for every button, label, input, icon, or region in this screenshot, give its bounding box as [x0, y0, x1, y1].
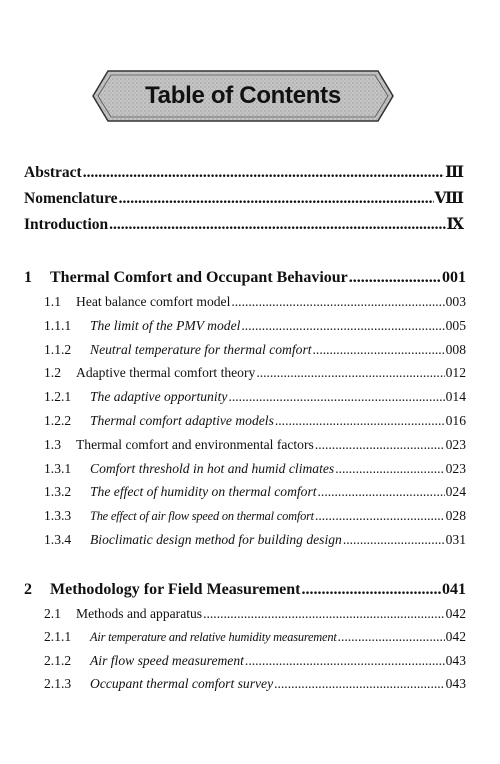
entry-page-number: 031	[445, 532, 466, 547]
toc-entry-section[interactable]	[44, 532, 466, 548]
dot-leader	[349, 269, 441, 287]
toc-entry-front-matter[interactable]	[24, 214, 464, 234]
section-number: 1.3	[44, 436, 61, 452]
entry-page-number: 001	[442, 269, 466, 286]
toc-entry-section[interactable]	[44, 484, 466, 500]
dot-leader	[315, 508, 445, 524]
section-title: Methods and apparatus	[76, 606, 203, 621]
section-number: 2.1.3	[44, 676, 72, 692]
entry-page-number: Ⅲ	[445, 164, 464, 181]
dot-leader	[343, 532, 445, 548]
entry-title: Introduction	[24, 216, 109, 233]
dot-leader	[119, 190, 434, 208]
page-title: Table of Contents	[145, 82, 341, 109]
entry-page-number: 023	[445, 436, 466, 452]
chapter-number: 1	[24, 269, 32, 286]
toc-entry-section[interactable]	[44, 606, 466, 622]
section-title: Adaptive thermal comfort theory	[76, 365, 256, 381]
entry-page-number: 042	[445, 629, 466, 645]
dot-leader	[274, 676, 445, 692]
dot-leader	[231, 294, 444, 310]
toc-entry-section[interactable]	[44, 508, 466, 524]
entry-page-number: 043	[445, 652, 466, 668]
section-title: Thermal comfort adaptive models	[90, 413, 274, 428]
section-number: 1.2	[44, 365, 61, 381]
toc-entry-section[interactable]	[44, 653, 466, 669]
toc-entry-section[interactable]	[44, 318, 466, 334]
section-number: 1.2.2	[44, 413, 72, 428]
entry-page-number: Ⅸ	[446, 216, 464, 233]
entry-page-number: 003	[445, 294, 466, 309]
toc-entry-section[interactable]	[44, 342, 466, 358]
dot-leader	[275, 413, 445, 429]
entry-title: Nomenclature	[24, 190, 118, 207]
entry-page-number: Ⅷ	[434, 190, 464, 207]
entry-page-number: 042	[445, 606, 466, 621]
section-title: Neutral temperature for thermal comfort	[90, 341, 312, 357]
section-title: Heat balance comfort model	[76, 294, 231, 309]
entry-page-number: 023	[445, 460, 466, 476]
section-number: 1.3.4	[44, 532, 72, 547]
section-number: 2.1	[44, 606, 61, 621]
dot-leader	[241, 318, 444, 334]
section-title: The effect of humidity on thermal comfort	[90, 484, 317, 500]
section-title: Comfort threshold in hot and humid climates	[90, 460, 335, 476]
section-title: Bioclimatic design method for building design	[90, 532, 342, 547]
dot-leader	[256, 365, 444, 381]
dot-leader	[335, 461, 444, 477]
toc-entry-section[interactable]	[44, 629, 466, 645]
chapter-number: 2	[24, 581, 32, 598]
dot-leader	[318, 484, 445, 500]
section-number: 1.3.3	[44, 508, 72, 524]
section-title: Air flow speed measurement	[90, 652, 244, 668]
dot-leader	[83, 164, 444, 182]
section-title: The adaptive opportunity	[90, 389, 228, 405]
toc-entry-section[interactable]	[44, 389, 466, 405]
entry-page-number: 024	[445, 484, 466, 500]
entry-page-number: 014	[445, 389, 466, 405]
section-title: Thermal comfort and environmental factors	[76, 436, 314, 452]
toc-entry-section[interactable]	[44, 413, 466, 429]
section-title: Air temperature and relative humidity measurement	[90, 630, 337, 645]
toc-title-banner	[92, 70, 394, 122]
dot-leader	[301, 581, 441, 599]
section-number: 1.3.1	[44, 460, 72, 476]
entry-title: Abstract	[24, 164, 82, 181]
toc-entry-section[interactable]	[44, 437, 466, 453]
entry-page-number: 028	[445, 508, 466, 524]
entry-page-number: 005	[445, 317, 466, 333]
section-number: 1.2.1	[44, 389, 72, 405]
section-number: 1.3.2	[44, 484, 72, 500]
dot-leader	[228, 389, 444, 405]
entry-page-number: 016	[445, 413, 466, 428]
dot-leader	[313, 342, 445, 358]
section-number: 1.1	[44, 294, 61, 309]
toc-entry-section[interactable]	[44, 365, 466, 381]
toc-entry-section[interactable]	[44, 294, 466, 310]
dot-leader	[338, 629, 445, 645]
section-title: Occupant thermal comfort survey	[90, 676, 274, 692]
dot-leader	[203, 606, 445, 622]
chapter-title: Thermal Comfort and Occupant Behaviour	[50, 269, 348, 286]
chapter-title: Methodology for Field Measurement	[50, 581, 301, 598]
toc-entry-chapter[interactable]	[24, 581, 466, 599]
section-number: 2.1.1	[44, 629, 72, 645]
section-title: The limit of the PMV model	[90, 317, 241, 333]
entry-page-number: 043	[445, 676, 466, 692]
section-title: The effect of air flow speed on thermal comfort	[90, 509, 314, 524]
section-number: 2.1.2	[44, 652, 72, 668]
toc-entry-front-matter[interactable]	[24, 188, 464, 208]
toc-entry-chapter[interactable]	[24, 269, 466, 287]
dot-leader	[315, 437, 445, 453]
section-number: 1.1.1	[44, 317, 72, 333]
entry-page-number: 012	[445, 365, 466, 381]
entry-page-number: 008	[445, 341, 466, 357]
section-number: 1.1.2	[44, 341, 72, 357]
dot-leader	[109, 216, 445, 234]
toc-entry-front-matter[interactable]	[24, 162, 464, 182]
entry-page-number: 041	[442, 581, 466, 598]
dot-leader	[245, 653, 445, 669]
toc-entry-section[interactable]	[44, 461, 466, 477]
toc-entry-section[interactable]	[44, 676, 466, 692]
